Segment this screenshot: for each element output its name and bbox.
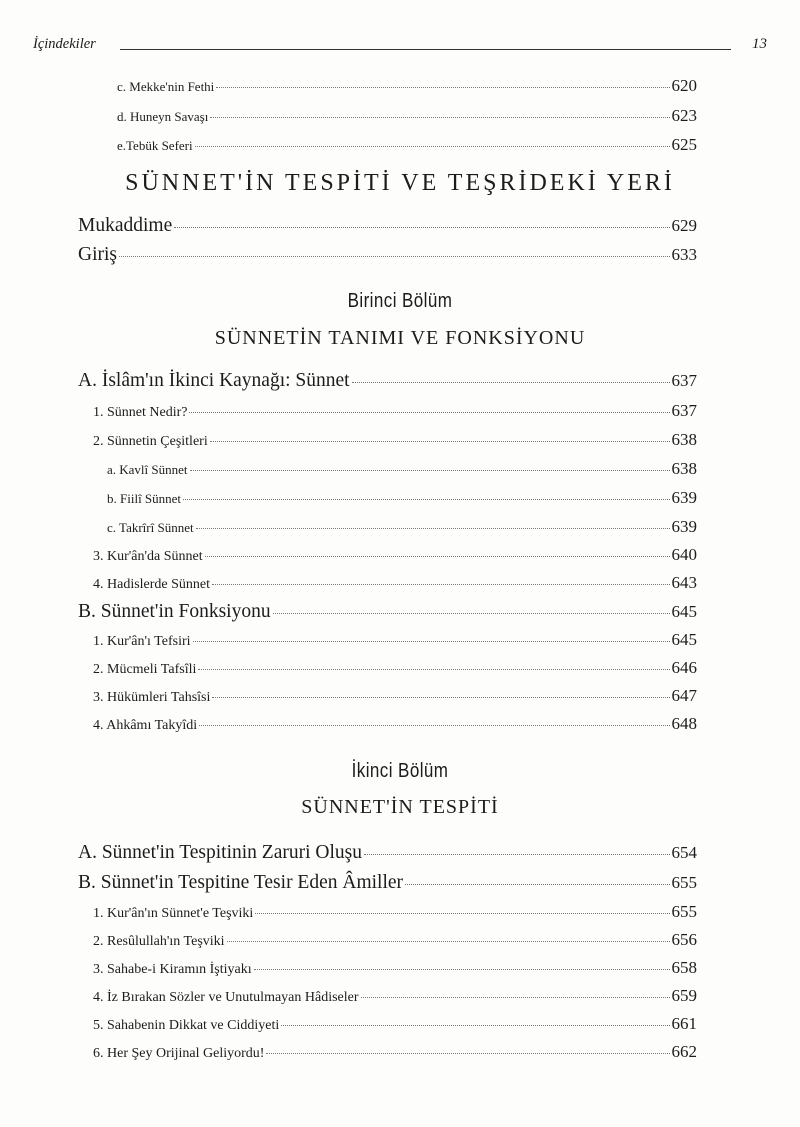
toc-entry xyxy=(107,488,697,508)
toc-entry-label: 1. Kur'ân'ı Tefsiri xyxy=(93,634,191,649)
header-page-number: 13 xyxy=(752,36,767,52)
toc-entry-label: 1. Kur'ân'ın Sünnet'e Teşviki xyxy=(93,906,254,921)
toc-entry xyxy=(117,76,697,96)
dot-leader xyxy=(193,641,670,642)
toc-entry-label: 3. Hükümleri Tahsîsi xyxy=(93,690,211,705)
dot-leader xyxy=(227,941,670,942)
toc-entry-label: c. Mekke'nin Fethi xyxy=(117,79,215,94)
dot-leader xyxy=(364,854,670,855)
toc-entry-label: B. Sünnet'in Tespitine Tesir Eden Âmiller xyxy=(78,872,404,893)
toc-entry xyxy=(93,1042,697,1062)
toc-entry-label: e.Tebük Seferi xyxy=(117,138,193,153)
dot-leader xyxy=(210,117,669,118)
toc-entry-page: 655 xyxy=(671,902,697,921)
dot-leader xyxy=(212,584,669,585)
part-title: SÜNNET'İN TESPİTİ xyxy=(301,796,499,818)
toc-entry-page: 646 xyxy=(671,658,697,677)
toc-entry-page: 643 xyxy=(671,573,697,592)
toc-entry xyxy=(93,902,697,922)
toc-entry-page: 638 xyxy=(671,459,697,478)
toc-entry xyxy=(93,630,697,650)
header-rule xyxy=(120,49,731,50)
toc-entry-page: 656 xyxy=(671,930,697,949)
section-title: SÜNNET'İN TESPİTİ VE TEŞRİDEKİ YERİ xyxy=(125,170,675,196)
toc-entry-label: 1. Sünnet Nedir? xyxy=(93,405,188,420)
dot-leader xyxy=(352,382,670,383)
dot-leader xyxy=(216,87,669,88)
toc-entry-label: 5. Sahabenin Dikkat ve Ciddiyeti xyxy=(93,1018,280,1033)
toc-entry xyxy=(78,244,697,266)
dot-leader xyxy=(119,256,670,257)
dot-leader xyxy=(198,669,669,670)
header-title: İçindekiler xyxy=(33,36,96,52)
toc-entry-label: 3. Sahabe-i Kiramın İştiyakı xyxy=(93,962,252,977)
toc-entry xyxy=(93,545,697,565)
toc-entry xyxy=(93,658,697,678)
toc-entry-label: 4. Hadislerde Sünnet xyxy=(93,577,211,592)
toc-entry-page: 629 xyxy=(671,216,697,235)
dot-leader xyxy=(281,1025,669,1026)
toc-entry xyxy=(78,215,697,237)
toc-entry xyxy=(93,986,697,1006)
dot-leader xyxy=(196,528,670,529)
toc-entry-label: 2. Mücmeli Tafsîli xyxy=(93,662,197,677)
toc-entry-label: A. İslâm'ın İkinci Kaynağı: Sünnet xyxy=(78,370,350,391)
toc-entry xyxy=(93,401,697,421)
toc-entry-page: 637 xyxy=(671,371,697,390)
dot-leader xyxy=(195,146,670,147)
toc-entry-label: d. Huneyn Savaşı xyxy=(117,109,209,124)
toc-entry-label: Mukaddime xyxy=(78,215,173,236)
dot-leader xyxy=(254,969,670,970)
dot-leader xyxy=(405,884,669,885)
toc-entry-label: 4. İz Bırakan Sözler ve Unutulmayan Hâdiseler xyxy=(93,990,359,1005)
toc-entry-page: 655 xyxy=(671,873,697,892)
dot-leader xyxy=(189,412,669,413)
toc-entry-page: 625 xyxy=(671,135,697,154)
toc-entry xyxy=(93,930,697,950)
toc-entry xyxy=(93,430,697,450)
toc-entry xyxy=(107,459,697,479)
toc-entry-page: 640 xyxy=(671,545,697,564)
dot-leader xyxy=(361,997,670,998)
toc-entry-label: 2. Sünnetin Çeşitleri xyxy=(93,434,208,449)
toc-entry xyxy=(107,517,697,537)
toc-entry xyxy=(78,842,697,864)
toc-entry xyxy=(93,686,697,706)
part-label: Birinci Bölüm xyxy=(347,290,453,312)
running-header xyxy=(33,36,767,58)
toc-entry xyxy=(117,135,697,155)
toc-entry-page: 648 xyxy=(671,714,697,733)
toc-entry-page: 647 xyxy=(671,686,697,705)
toc-entry-label: 3. Kur'ân'da Sünnet xyxy=(93,549,203,564)
dot-leader xyxy=(212,697,669,698)
toc-entry-page: 637 xyxy=(671,401,697,420)
toc-entry-page: 623 xyxy=(671,106,697,125)
toc-entry-page: 661 xyxy=(671,1014,697,1033)
toc-entry xyxy=(93,714,697,734)
dot-leader xyxy=(183,499,669,500)
dot-leader xyxy=(255,913,669,914)
dot-leader xyxy=(205,556,670,557)
toc-entry xyxy=(93,958,697,978)
toc-entry-label: a. Kavlî Sünnet xyxy=(107,462,188,477)
dot-leader xyxy=(266,1053,669,1054)
toc-entry-label: 4. Ahkâmı Takyîdi xyxy=(93,718,198,733)
toc-entry xyxy=(78,872,697,894)
toc-entry-page: 639 xyxy=(671,488,697,507)
toc-entry xyxy=(93,573,697,593)
toc-entry-page: 645 xyxy=(671,630,697,649)
toc-entry-label: B. Sünnet'in Fonksiyonu xyxy=(78,601,271,622)
part-label: İkinci Bölüm xyxy=(351,760,449,782)
toc-entry-label: A. Sünnet'in Tespitinin Zaruri Oluşu xyxy=(78,842,362,863)
toc-entry-page: 633 xyxy=(671,245,697,264)
dot-leader xyxy=(190,470,670,471)
dot-leader xyxy=(210,441,670,442)
toc-entry-page: 620 xyxy=(671,76,697,95)
toc-entry-page: 658 xyxy=(671,958,697,977)
toc-entry-label: 2. Resûlullah'ın Teşviki xyxy=(93,934,225,949)
toc-entry xyxy=(93,1014,697,1034)
toc-entry-label: b. Fiilî Sünnet xyxy=(107,491,182,506)
toc-entry-label: Giriş xyxy=(78,244,117,265)
toc-entry-label: c. Takrîrî Sünnet xyxy=(107,520,194,535)
toc-entry xyxy=(117,106,697,126)
toc-entry-page: 654 xyxy=(671,843,697,862)
dot-leader xyxy=(174,227,669,228)
dot-leader xyxy=(199,725,669,726)
part-title: SÜNNETİN TANIMI VE FONKSİYONU xyxy=(214,327,586,349)
toc-entry-page: 638 xyxy=(671,430,697,449)
toc-entry-page: 645 xyxy=(671,602,697,621)
toc-entry-page: 659 xyxy=(671,986,697,1005)
toc-entry-page: 639 xyxy=(671,517,697,536)
toc-entry-label: 6. Her Şey Orijinal Geliyordu! xyxy=(93,1046,265,1061)
toc-entry xyxy=(78,370,697,392)
toc-entry xyxy=(78,601,697,623)
dot-leader xyxy=(273,613,670,614)
toc-entry-page: 662 xyxy=(671,1042,697,1061)
